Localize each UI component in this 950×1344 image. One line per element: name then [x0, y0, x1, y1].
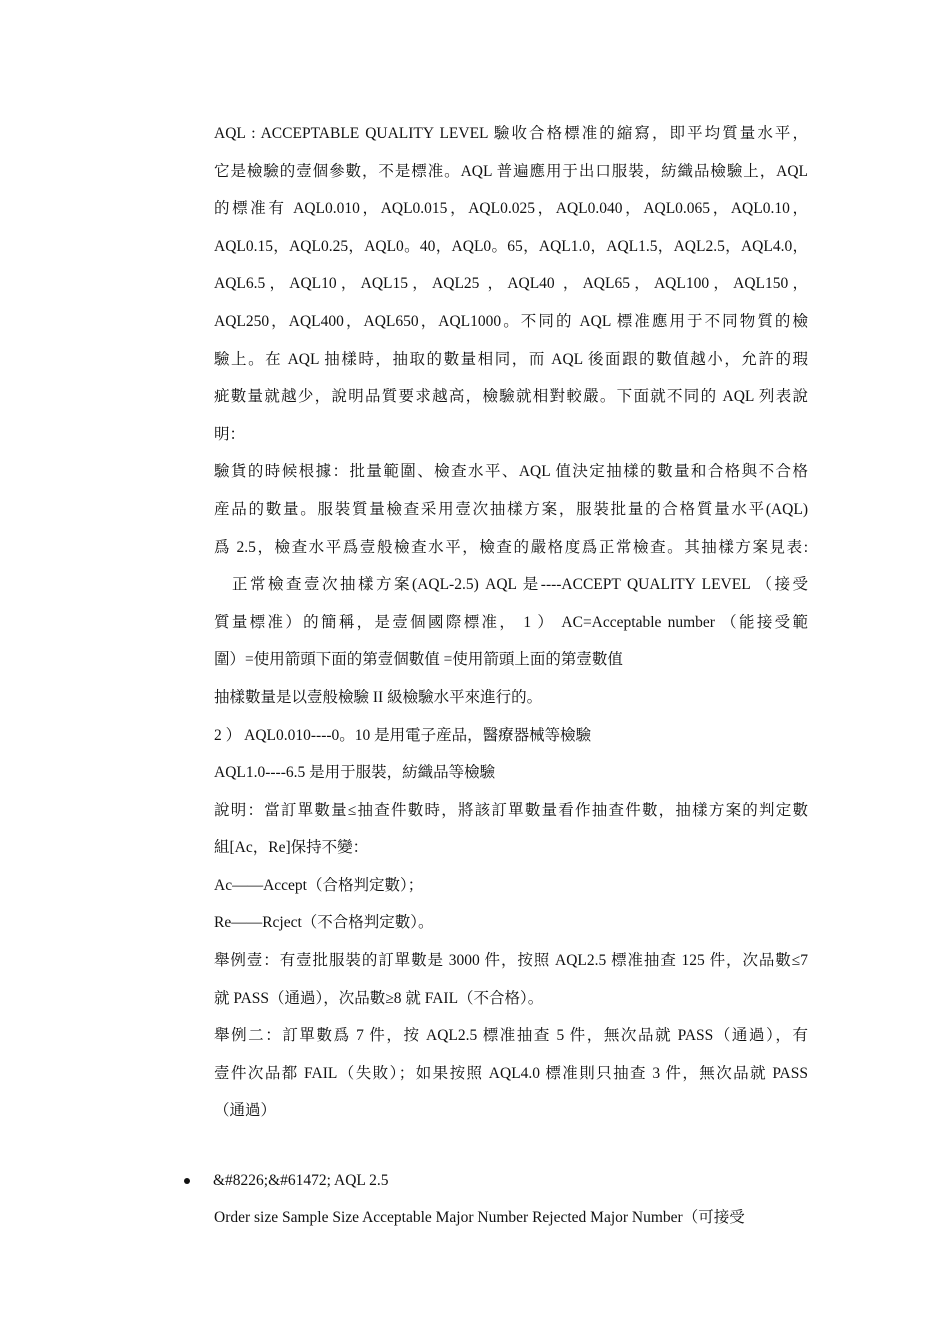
- text-line: 爲 2.5，檢查水平爲壹般檢查水平，檢查的嚴格度爲正常檢查。其抽樣方案見表:: [214, 538, 808, 556]
- text-line: 舉例二：訂單數爲 7 件，按 AQL2.5 標准抽查 5 件，無次品就 PASS（通過），有: [214, 1027, 808, 1045]
- text-line: 說明：當訂單數量≤抽查件數時，將該訂單數量看作抽查件數，抽樣方案的判定數: [214, 801, 808, 819]
- bullet-item: [184, 1166, 804, 1196]
- text-line: 産品的數量。服裝質量檢查采用壹次抽樣方案，服裝批量的合格質量水平(AQL): [214, 500, 808, 518]
- body-text: [214, 119, 808, 1134]
- bullet-text: &#8226;&#61472; AQL 2.5: [213, 1172, 389, 1189]
- text-line: Re——Rcject（不合格判定數）。: [214, 914, 434, 932]
- text-line: 它是檢驗的壹個參數，不是標准。AQL 普遍應用于出口服裝，紡織品檢驗上，AQL: [214, 162, 808, 180]
- text-line: 圍）=使用箭頭下面的第壹個數值 =使用箭頭上面的第壹數值: [214, 651, 623, 669]
- text-line: 的標准有 AQL0.010，AQL0.015，AQL0.025，AQL0.040，AQL0.065，AQL0.10，: [214, 200, 808, 218]
- text-line: Ac——Accept（合格判定數）；: [214, 876, 424, 894]
- text-line: AQL0.15，AQL0.25，AQL0。40，AQL0。65，AQL1.0，AQL1.5，AQL2.5，AQL4.0，: [214, 237, 808, 255]
- text-line: AQL6.5，AQL10，AQL15，AQL25 ，AQL40 ，AQL65，AQL100，AQL150，: [214, 275, 808, 293]
- text-line: 2 ） AQL0.010----0。10 是用電子産品，醫療器械等檢驗: [214, 726, 592, 744]
- text-line: 抽樣數量是以壹般檢驗 II 級檢驗水平來進行的。: [214, 688, 543, 706]
- text-line: 驗貨的時候根據：批量範圍、檢查水平、AQL 值決定抽樣的數量和合格與不合格: [214, 463, 808, 481]
- text-line: 就 PASS（通過），次品數≥8 就 FAIL（不合格）。: [214, 989, 544, 1007]
- text-line: AQL : ACCEPTABLE QUALITY LEVEL 驗收合格標准的縮寫，即平均質量水平，: [214, 125, 808, 142]
- text-line: 舉例壹：有壹批服裝的訂單數是 3000 件，按照 AQL2.5 標准抽查 125 件，次品數≤7: [214, 952, 808, 970]
- text-line: 正常檢查壹次抽樣方案(AQL-2.5) AQL 是----ACCEPT QUALITY LEVEL （接受: [232, 576, 808, 594]
- text-line: 壹件次品都 FAIL（失敗）；如果按照 AQL4.0 標准則只抽查 3 件，無次品就 PASS: [214, 1064, 808, 1082]
- text-line: 疵數量就越少，說明品質要求越高，檢驗就相對較嚴。下面就不同的 AQL 列表說: [214, 388, 808, 406]
- text-line: （通過）: [214, 1102, 277, 1120]
- text-line: 質量標准）的簡稱，是壹個國際標准， 1 ） AC=Acceptable number （能接受範: [214, 613, 808, 631]
- text-line: 明：: [214, 425, 246, 443]
- text-line: AQL1.0----6.5 是用于服裝，紡織品等檢驗: [214, 764, 496, 782]
- text-line: 驗上。在 AQL 抽樣時，抽取的數量相同，而 AQL 後面跟的數值越小，允許的瑕: [214, 350, 808, 368]
- bullet-icon: [184, 1178, 190, 1184]
- text-line: 組[Ac，Re]保持不變：: [214, 839, 369, 857]
- text-line: AQL250，AQL400，AQL650，AQL1000。不同的 AQL 標准應用于不同物質的檢: [214, 312, 808, 330]
- table-header-line: Order size Sample Size Acceptable Major Number Rejected Major Number（可接受: [214, 1209, 745, 1226]
